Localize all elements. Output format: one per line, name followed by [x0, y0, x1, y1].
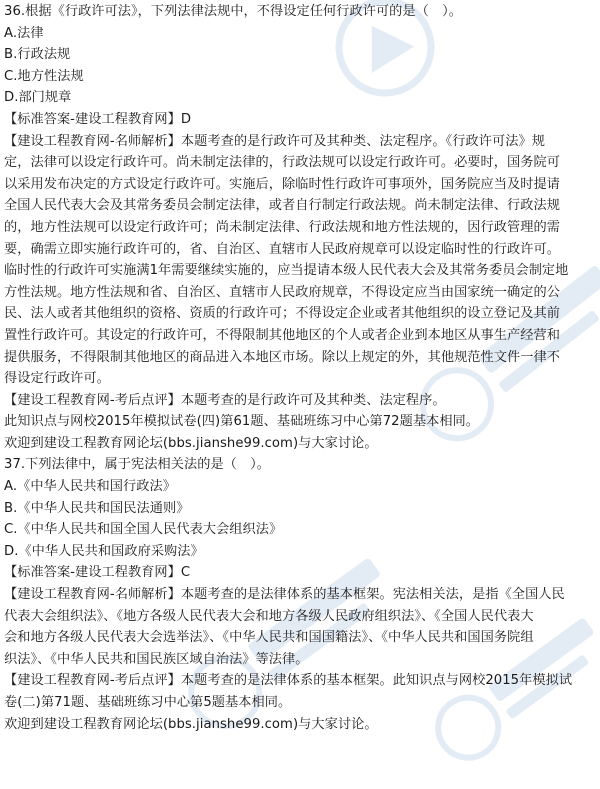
q37-explanation-line: 织法》、《中华人民共和国民族区域自治法》等法律。 — [4, 651, 309, 667]
q37-option-b: B.《中华人民共和国民法通则》 — [4, 500, 190, 516]
q36-explanation-line: 得设定行政许可。 — [4, 371, 110, 387]
q37-answer: 【标准答案-建设工程教育网】C — [4, 565, 191, 581]
q36-option-a: A.法律 — [4, 25, 44, 41]
q37-option-d: D.《中华人民共和国政府采购法》 — [4, 543, 204, 559]
q36-explanation-line: 全国人民代表大会及其常务委员会制定法律，或者自行制定行政法规。尚未制定法律、行政法规 — [4, 198, 560, 214]
q37-explanation-line: 会和地方各级人民代表大会选举法》、《中华人民共和国国籍法》、《中华人民共和国国务院组 — [4, 630, 534, 646]
q37-option-c: C.《中华人民共和国全国人民代表大会组织法》 — [4, 522, 283, 538]
q36-explanation-line: 的，地方性法规可以设定行政许可；尚未制定法律、行政法规和地方性法规的，因行政管理的需 — [4, 219, 560, 235]
q36-explanation-line: 方性法规。地方性法规和省、自治区、直辖市人民政府规章，不得设定应当由国家统一确定的公 — [4, 284, 560, 300]
q36-review-note: 此知识点与网校2015年模拟试卷(四)第61题、基础班练习中心第72题基本相同。 — [4, 414, 480, 430]
q36-explanation-line: 【建设工程教育网-名师解析】本题考查的是行政许可及其种类、法定程序。《行政许可法》规 — [4, 133, 545, 149]
question-36-stem: 36.根据《行政许可法》，下列法律法规中，不得设定任何行政许可的是（ ）。 — [4, 4, 462, 19]
q36-explanation-line: 临时性的行政许可实施满1年需要继续实施的，应当提请本级人民代表大会及其常务委员会制定地 — [4, 263, 569, 279]
q36-explanation-line: 置性行政许可。其设定的行政许可，不得限制其他地区的个人或者企业到本地区从事生产经营和 — [4, 327, 560, 343]
q36-option-b: B.行政法规 — [4, 47, 71, 63]
q36-explanation-line: 定，法律可以设定行政许可。尚未制定法律的，行政法规可以设定行政许可。必要时，国务院可 — [4, 155, 560, 171]
q37-review-line: 卷(二)第71题、基础班练习中心第5题基本相同。 — [4, 695, 292, 710]
q36-explanation-line: 民、法人或者其他组织的资格、资质的行政许可；不得设定企业或者其他组织的设立登记及其前 — [4, 306, 560, 322]
q36-forum-invite: 欢迎到建设工程教育网论坛(bbs.jianshe99.com)与大家讨论。 — [4, 435, 378, 451]
q37-explanation-line: 代表大会组织法》、《地方各级人民代表大会和地方各级人民政府组织法》、《全国人民代表大 — [4, 608, 534, 624]
q37-explanation-line: 【建设工程教育网-名师解析】本题考查的是法律体系的基本框架。宪法相关法，是指《全国人民 — [4, 587, 565, 603]
q36-option-d: D.部门规章 — [4, 90, 72, 106]
q37-review-line: 【建设工程教育网-考后点评】本题考查的是法律体系的基本框架。此知识点与网校2015年模拟试 — [4, 673, 573, 689]
q36-review: 【建设工程教育网-考后点评】本题考查的是行政许可及其种类、法定程序。 — [4, 392, 446, 408]
q36-explanation-line: 以采用发布决定的方式设定行政许可。实施后，除临时性行政许可事项外，国务院应当及时提请 — [4, 176, 560, 192]
q37-forum-invite: 欢迎到建设工程教育网论坛(bbs.jianshe99.com)与大家讨论。 — [4, 716, 378, 732]
question-37-stem: 37.下列法律中，属于宪法相关法的是（ ）。 — [4, 457, 271, 473]
q36-explanation-line: 要，确需立即实施行政许可的，省、自治区、直辖市人民政府规章可以设定临时性的行政许可。 — [4, 241, 560, 257]
q36-answer: 【标准答案-建设工程教育网】D — [4, 111, 192, 127]
q36-explanation-line: 提供服务，不得限制其他地区的商品进入本地区市场。除以上规定的外，其他规范性文件一律不 — [4, 349, 560, 365]
q36-option-c: C.地方性法规 — [4, 68, 84, 84]
q37-option-a: A.《中华人民共和国行政法》 — [4, 479, 176, 495]
exam-document — [4, 1, 596, 735]
